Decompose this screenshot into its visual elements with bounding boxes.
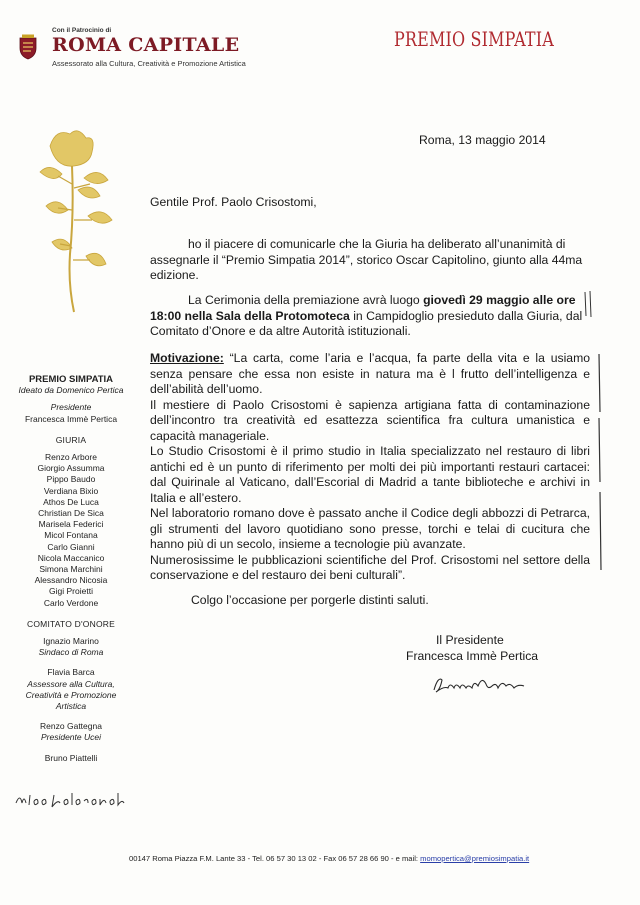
giuria-member: Athos De Luca [43,496,99,507]
motivazione-text: “La carta, come l’aria e l’acqua, fa parte della vita e la usiamo senza pensare che essa non esiste in natura ma è l frutto dell’intelligenza e dell’abilità dell’uomo. [150,351,590,396]
comitato-member-role: Sindaco di Roma [38,647,104,658]
ceremony-text: La Cerimonia della premiazione avrà luogo [188,293,424,307]
roma-crest-icon [18,34,38,60]
org-name: ROMA CAPITALE [52,34,240,56]
footer-email-link[interactable]: momopertica@premiosimpatia.it [420,854,530,863]
letter-greeting: Gentile Prof. Paolo Crisostomi, [150,195,317,209]
paragraph-ceremony [150,293,590,340]
giuria-member: Verdiana Bixio [43,485,99,496]
sidebar-title: PREMIO SIMPATIA [28,374,114,385]
handwritten-signature [430,672,530,698]
giuria-member: Pippo Baudo [46,474,96,485]
signatory-title: Il Presidente [436,633,504,647]
handwritten-mark [593,352,607,572]
giuria-label: GIURIA [55,434,87,445]
comitato-label: COMITATO D'ONORE [27,618,115,629]
handwritten-note [14,789,134,811]
comitato-member-name: Flavia Barca [47,667,95,678]
comitato-member-name: Renzo Gattegna [40,721,102,732]
giuria-member: Micol Fontana [44,530,98,541]
comitato-member-role: Presidente Ucei [40,732,101,743]
comitato-member-name: Ignazio Marino [43,636,99,647]
giuria-member: Marisela Federici [38,519,104,530]
giuria-member: Alessandro Nicosia [34,575,108,586]
giuria-member: Carlo Verdone [43,597,99,608]
paragraph-announcement: ho il piacere di comunicarle che la Giuria ha deliberato all’unanimità di assegnarle il “Premio Simpatia 2014”, storico Oscar Capitolino, giunto alla 44ma edizione. [150,237,583,282]
giuria-member: Gigi Proietti [49,586,93,597]
sidebar-ideato: Ideato da Domenico Pertica [18,385,124,396]
ceremony-text-end: in Campidoglio presieduto dalla Giuria, dal Comitato d’Onore e da altre Autorità istituzionali. [150,308,583,338]
comitato-member-name: Bruno Piattelli [44,752,98,763]
motivazione-text: Numerosissime le pubblicazioni scientifiche del Prof. Crisostomi nel settore della conservazione e del restauro dei beni culturali”. [150,552,590,582]
giuria-member: Nicola Maccanico [37,552,105,563]
patrocinio-label: Con il Patrocinio di [52,27,112,34]
sidebar-presidente-role: Presidente [50,402,92,413]
letter-closing: Colgo l’occasione per porgerle distinti saluti. [191,593,429,607]
footer-contacts [129,854,529,863]
comitato-member-role: Assessore alla Cultura, Creatività e Promozione Artistica [25,678,117,712]
giuria-member: Giorgio Assumma [37,463,105,474]
giuria-member: Christian De Sica [38,508,104,519]
giuria-member: Simona Marchini [39,564,103,575]
ceremony-date-place: giovedì 29 maggio alle ore 18:00 nella Sala della Protomoteca [150,293,576,323]
giuria-member: Carlo Gianni [47,541,95,552]
sidebar-presidente-name: Francesca Immè Pertica [24,413,118,424]
handwritten-mark [582,290,596,318]
motivazione-label: Motivazione: [150,351,224,365]
sidebar-credits [8,374,134,764]
golden-rose-icon [28,124,128,314]
award-title: PREMIO SIMPATIA [394,28,554,51]
paragraph-motivazione [150,351,590,584]
giuria-member: Renzo Arbore [45,452,97,463]
letter-date: Roma, 13 maggio 2014 [419,133,546,147]
signatory-name: Francesca Immè Pertica [406,649,539,663]
motivazione-text: Il mestiere di Paolo Crisostomi è sapienza artigiana fatta di contaminazione dell’incontro tra creatività ed esattezza scientifica fra cultura umanistica e capacità manageriale. [150,397,590,443]
motivazione-text: Nel laboratorio romano dove è passato anche il Codice degli abbozzi di Petrarca, gli strumenti del lavoro quotidiano sono presse, torchi e telai di cucitura che hanno più di un secolo, insieme a tecnologie più avanzate. [150,506,590,551]
assessorato-label: Assessorato alla Cultura, Creatività e Promozione Artistica [52,59,246,68]
footer-address: 00147 Roma Piazza F.M. Lante 33 - Tel. 06 57 30 13 02 - Fax 06 57 28 66 90 - e mail: [129,854,421,863]
motivazione-text: Lo Studio Crisostomi è il primo studio in Italia specializzato nel restauro di libri antichi ed è un punto di riferimento per molti dei più importanti restauri cartacei: dal Quirinale al Vaticano, dall’Escorial di Madrid a tante biblioteche e archivi in Italia e all’estero. [150,444,590,505]
